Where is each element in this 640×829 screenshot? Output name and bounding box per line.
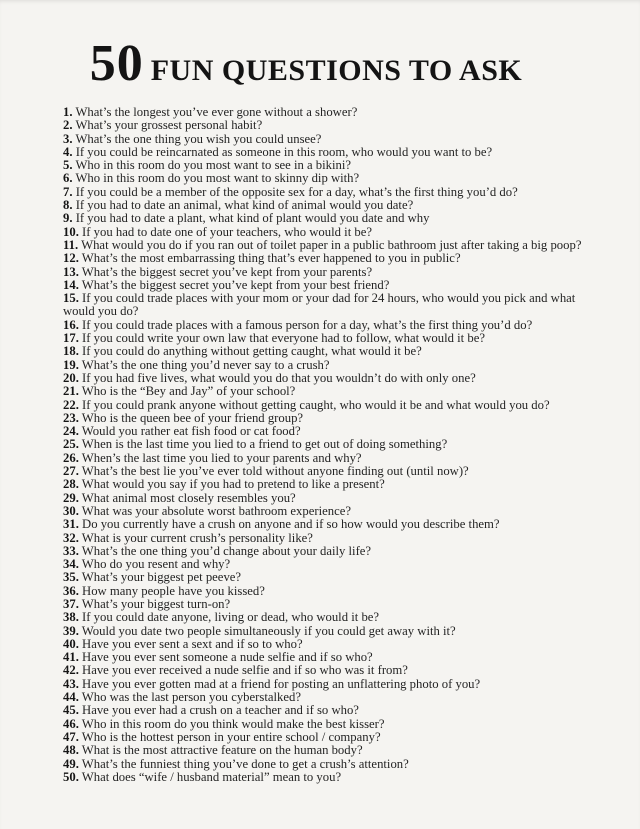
question-item: [63, 226, 608, 239]
question-text: What is the most attractive feature on the human body?: [78, 743, 363, 758]
question-text: What’s the biggest secret you’ve kept from your best friend?: [78, 277, 390, 292]
question-item: [63, 545, 608, 558]
question-text: Who in this room do you think would make the best kisser?: [78, 716, 385, 731]
question-number: 45.: [63, 703, 79, 718]
question-item: [63, 518, 608, 531]
question-number: 50.: [63, 769, 79, 784]
page-title: [0, 35, 626, 97]
question-text: What does “wife / husband material” mean to you?: [78, 769, 342, 784]
question-item: [63, 438, 608, 451]
question-number: 1.: [63, 105, 73, 119]
question-item: [63, 532, 608, 545]
question-item: [63, 718, 608, 731]
question-number: 20.: [63, 370, 79, 385]
question-number: 7.: [63, 184, 73, 199]
question-item: [63, 412, 608, 425]
question-item: [63, 279, 608, 292]
question-text: Do you currently have a crush on anyone and if so how would you describe them?: [78, 517, 500, 532]
question-text: What’s the one thing you wish you could unsee?: [72, 131, 322, 146]
question-text: Have you ever gotten mad at a friend for posting an unflattering photo of you?: [78, 676, 481, 691]
question-item: [63, 212, 608, 225]
question-number: 39.: [63, 623, 79, 638]
question-number: 25.: [63, 437, 79, 452]
question-item: [63, 106, 608, 119]
question-item: [63, 199, 608, 212]
question-text: What is your current crush’s personality like?: [78, 530, 313, 545]
question-number: 41.: [63, 650, 79, 665]
question-text: If you could do anything without getting caught, what would it be?: [78, 344, 422, 359]
question-number: 40.: [63, 636, 79, 651]
question-number: 48.: [63, 743, 79, 758]
question-text: What animal most closely resembles you?: [78, 490, 296, 505]
question-number: 37.: [63, 596, 79, 611]
question-item: [63, 252, 608, 265]
question-text: Who in this room do you most want to skinny dip with?: [72, 171, 360, 186]
question-text: What’s the longest you’ve ever gone without a shower?: [72, 105, 358, 119]
question-number: 43.: [63, 676, 79, 691]
question-text: What’s the one thing you’d change about your daily life?: [78, 543, 372, 558]
question-item: [63, 731, 608, 744]
question-item: [63, 558, 608, 571]
question-text: What’s the one thing you’d never say to a crush?: [78, 357, 330, 372]
question-text: What would you do if you ran out of toilet paper in a public bathroom just after taking a big poop?: [78, 237, 582, 252]
question-number: 47.: [63, 729, 79, 744]
question-number: 28.: [63, 477, 79, 492]
question-number: 6.: [63, 171, 73, 186]
question-text: If you could trade places with your mom or your dad for 24 hours, who would you pick and what would you do?: [63, 291, 576, 319]
question-text: Have you ever sent someone a nude selfie and if so who?: [78, 650, 373, 665]
question-item: [63, 505, 608, 518]
question-number: 18.: [63, 344, 79, 359]
question-text: What’s the biggest secret you’ve kept from your parents?: [78, 264, 373, 279]
question-text: Who is the “Bey and Jay” of your school?: [78, 384, 296, 399]
question-item: [63, 186, 608, 199]
question-text: What’s your biggest pet peeve?: [78, 570, 242, 585]
question-text: Have you ever had a crush on a teacher and if so who?: [78, 703, 359, 718]
title-text: FUN QUESTIONS TO ASK: [150, 54, 523, 87]
question-text: What would you say if you had to pretend to like a present?: [78, 477, 385, 492]
question-text: Who was the last person you cyberstalked?: [78, 690, 301, 705]
question-item: [63, 585, 608, 598]
question-number: 31.: [63, 517, 79, 532]
question-number: 5.: [63, 158, 73, 173]
question-item: [63, 359, 608, 372]
question-text: Would you date two people simultaneously if you could get away with it?: [78, 623, 456, 638]
question-number: 23.: [63, 410, 79, 425]
question-item: [63, 571, 608, 584]
question-item: [63, 172, 608, 185]
question-text: If you could trade places with a famous person for a day, what’s the first thing you’d do?: [78, 317, 533, 332]
question-text: When is the last time you lied to a friend to get out of doing something?: [78, 437, 448, 452]
question-item: [63, 266, 608, 279]
question-item: [63, 345, 608, 358]
question-item: [63, 239, 608, 252]
question-number: 15.: [63, 291, 79, 306]
question-text: If you had five lives, what would you do that you wouldn’t do with only one?: [78, 370, 476, 385]
question-number: 27.: [63, 464, 79, 479]
question-item: [63, 664, 608, 677]
question-number: 42.: [63, 663, 79, 678]
question-number: 36.: [63, 583, 79, 598]
question-item: [63, 119, 608, 132]
question-item: [63, 651, 608, 664]
question-text: Who is the hottest person in your entire school / company?: [78, 729, 381, 744]
question-number: 13.: [63, 264, 79, 279]
question-text: What’s your biggest turn-on?: [78, 596, 231, 611]
question-text: What’s the most embarrassing thing that’s ever happened to you in public?: [78, 251, 461, 266]
question-text: If you had to date a plant, what kind of plant would you date and why: [72, 211, 430, 226]
question-item: [63, 159, 608, 172]
question-text: If you could be a member of the opposite sex for a day, what’s the first thing you’d do?: [72, 184, 518, 199]
question-number: 8.: [63, 198, 73, 213]
question-number: 19.: [63, 357, 79, 372]
question-number: 35.: [63, 570, 79, 585]
question-item: [63, 744, 608, 757]
question-text: If you could prank anyone without getting caught, who would it be and what would you do?: [78, 397, 550, 412]
question-text: If you could date anyone, living or dead, who would it be?: [78, 610, 380, 625]
question-number: 11.: [63, 237, 79, 252]
question-number: 3.: [63, 131, 73, 146]
question-text: If you could write your own law that everyone had to follow, what would it be?: [78, 331, 485, 346]
question-item: [63, 492, 608, 505]
question-item: [63, 399, 608, 412]
question-item: [63, 758, 608, 771]
question-text: Who in this room do you most want to see in a bikini?: [72, 158, 352, 173]
question-number: 38.: [63, 610, 79, 625]
question-item: [63, 678, 608, 691]
question-item: [63, 332, 608, 345]
question-list: [63, 106, 608, 784]
question-number: 29.: [63, 490, 79, 505]
question-item: [63, 704, 608, 717]
question-item: [63, 691, 608, 704]
title-number: 50: [89, 35, 144, 92]
question-item: [63, 625, 608, 638]
question-number: 46.: [63, 716, 79, 731]
question-number: 12.: [63, 251, 79, 266]
question-item: [63, 425, 608, 438]
question-number: 24.: [63, 424, 79, 439]
question-number: 49.: [63, 756, 79, 771]
question-number: 17.: [63, 331, 79, 346]
question-number: 32.: [63, 530, 79, 545]
question-item: [63, 385, 608, 398]
question-number: 2.: [63, 118, 73, 133]
question-item: [63, 465, 608, 478]
question-text: If you could be reincarnated as someone in this room, who would you want to be?: [72, 144, 493, 159]
question-item: [63, 146, 608, 159]
question-text: Have you ever received a nude selfie and if so who was it from?: [78, 663, 408, 678]
question-text: What’s your grossest personal habit?: [72, 118, 263, 133]
question-text: Have you ever sent a sext and if so to who?: [78, 636, 303, 651]
question-number: 26.: [63, 450, 79, 465]
question-number: 14.: [63, 277, 79, 292]
question-item: [63, 598, 608, 611]
question-number: 44.: [63, 690, 79, 705]
question-text: Who do you resent and why?: [78, 557, 231, 572]
question-text: How many people have you kissed?: [78, 583, 265, 598]
question-number: 9.: [63, 211, 73, 226]
question-item: [63, 638, 608, 651]
question-number: 21.: [63, 384, 79, 399]
question-number: 33.: [63, 543, 79, 558]
question-number: 34.: [63, 557, 79, 572]
question-text: Would you rather eat fish food or cat food?: [78, 424, 301, 439]
question-item: [63, 478, 608, 491]
question-text: If you had to date an animal, what kind of animal would you date?: [72, 198, 414, 213]
question-item: [63, 771, 608, 784]
question-number: 16.: [63, 317, 79, 332]
question-text: If you had to date one of your teachers, who would it be?: [78, 224, 372, 239]
question-text: When’s the last time you lied to your parents and why?: [78, 450, 362, 465]
question-number: 30.: [63, 503, 79, 518]
question-text: Who is the queen bee of your friend group?: [78, 410, 304, 425]
question-number: 4.: [63, 144, 73, 159]
question-number: 22.: [63, 397, 79, 412]
question-text: What’s the best lie you’ve ever told without anyone finding out (until now)?: [78, 464, 469, 479]
question-item: [63, 292, 608, 319]
question-item: [63, 319, 608, 332]
question-item: [63, 372, 608, 385]
question-number: 10.: [63, 224, 79, 239]
question-item: [63, 611, 608, 624]
question-text: What was your absolute worst bathroom experience?: [78, 503, 351, 518]
question-item: [63, 452, 608, 465]
question-text: What’s the funniest thing you’ve done to get a crush’s attention?: [78, 756, 409, 771]
question-item: [63, 133, 608, 146]
